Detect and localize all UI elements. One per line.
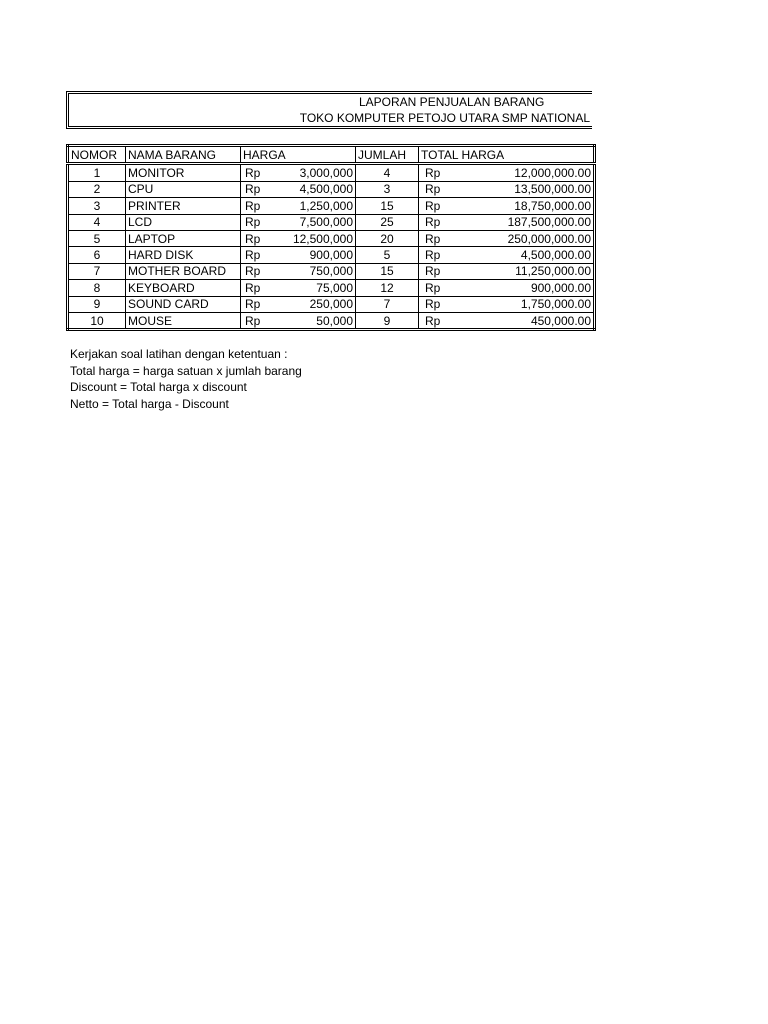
cell-jumlah: 12 xyxy=(356,280,419,296)
cell-nomor: 6 xyxy=(68,247,126,263)
cell-total-currency: Rp xyxy=(419,214,458,230)
table-row xyxy=(68,214,595,230)
cell-jumlah: 15 xyxy=(356,263,419,279)
cell-nama-barang: CPU xyxy=(126,181,241,197)
cell-nama-barang: PRINTER xyxy=(126,198,241,214)
cell-total-harga: 250,000,000.00 xyxy=(457,230,595,246)
cell-total-currency: Rp xyxy=(419,198,458,214)
note-line: Discount = Total harga x discount xyxy=(70,380,247,394)
sales-table xyxy=(66,144,596,331)
cell-total-harga: 18,750,000.00 xyxy=(457,198,595,214)
cell-nama-barang: MOTHER BOARD xyxy=(126,263,241,279)
cell-total-currency: Rp xyxy=(419,181,458,197)
cell-total-harga: 11,250,000.00 xyxy=(457,263,595,279)
table-row xyxy=(68,296,595,312)
table-row xyxy=(68,198,595,214)
cell-harga: 1,250,000 xyxy=(277,198,356,214)
cell-total-harga: 13,500,000.00 xyxy=(457,181,595,197)
cell-nomor: 3 xyxy=(68,198,126,214)
table-row xyxy=(68,280,595,296)
table-body xyxy=(68,164,595,330)
cell-total-harga: 4,500,000.00 xyxy=(457,247,595,263)
cell-harga: 50,000 xyxy=(277,312,356,329)
cell-jumlah: 15 xyxy=(356,198,419,214)
table-row xyxy=(68,247,595,263)
cell-total-currency: Rp xyxy=(419,164,458,181)
cell-nama-barang: LCD xyxy=(126,214,241,230)
table-row xyxy=(68,263,595,279)
cell-jumlah: 20 xyxy=(356,230,419,246)
cell-harga: 75,000 xyxy=(277,280,356,296)
cell-jumlah: 4 xyxy=(356,164,419,181)
table-row xyxy=(68,164,595,181)
cell-nama-barang: SOUND CARD xyxy=(126,296,241,312)
report-title: LAPORAN PENJUALAN BARANG xyxy=(359,95,545,109)
cell-total-currency: Rp xyxy=(419,263,458,279)
table-row xyxy=(68,230,595,246)
cell-harga-currency: Rp xyxy=(241,198,278,214)
cell-jumlah: 25 xyxy=(356,214,419,230)
cell-harga-currency: Rp xyxy=(241,263,278,279)
cell-total-currency: Rp xyxy=(419,247,458,263)
table-row xyxy=(68,181,595,197)
cell-nama-barang: HARD DISK xyxy=(126,247,241,263)
cell-harga: 7,500,000 xyxy=(277,214,356,230)
header-harga: HARGA xyxy=(241,146,356,164)
cell-harga-currency: Rp xyxy=(241,181,278,197)
cell-nomor: 10 xyxy=(68,312,126,329)
header-total-harga: TOTAL HARGA xyxy=(419,146,595,164)
header-nomor: NOMOR xyxy=(68,146,126,164)
cell-nomor: 7 xyxy=(68,263,126,279)
cell-harga-currency: Rp xyxy=(241,164,278,181)
header-jumlah: JUMLAH xyxy=(356,146,419,164)
header-nama-barang: NAMA BARANG xyxy=(126,146,241,164)
cell-harga: 4,500,000 xyxy=(277,181,356,197)
exercise-notes xyxy=(70,346,302,412)
cell-nama-barang: MOUSE xyxy=(126,312,241,329)
cell-total-harga: 1,750,000.00 xyxy=(457,296,595,312)
note-line: Total harga = harga satuan x jumlah barang xyxy=(70,363,302,378)
cell-harga-currency: Rp xyxy=(241,230,278,246)
cell-total-currency: Rp xyxy=(419,230,458,246)
cell-harga: 750,000 xyxy=(277,263,356,279)
cell-nama-barang: LAPTOP xyxy=(126,230,241,246)
cell-nomor: 9 xyxy=(68,296,126,312)
cell-nomor: 4 xyxy=(68,214,126,230)
cell-total-currency: Rp xyxy=(419,280,458,296)
cell-nama-barang: KEYBOARD xyxy=(126,280,241,296)
table-row xyxy=(68,312,595,329)
cell-harga-currency: Rp xyxy=(241,312,278,329)
cell-harga: 3,000,000 xyxy=(277,164,356,181)
note-line: Netto = Total harga - Discount xyxy=(70,396,229,411)
cell-harga: 12,500,000 xyxy=(277,230,356,246)
cell-nomor: 5 xyxy=(68,230,126,246)
table-header-row xyxy=(68,146,595,164)
report-subtitle: TOKO KOMPUTER PETOJO UTARA SMP NATIONAL xyxy=(299,111,590,125)
cell-harga-currency: Rp xyxy=(241,214,278,230)
cell-total-harga: 12,000,000.00 xyxy=(457,164,595,181)
cell-harga-currency: Rp xyxy=(241,247,278,263)
cell-harga: 250,000 xyxy=(277,296,356,312)
cell-harga-currency: Rp xyxy=(241,280,278,296)
cell-total-currency: Rp xyxy=(419,312,458,329)
cell-jumlah: 7 xyxy=(356,296,419,312)
cell-nomor: 2 xyxy=(68,181,126,197)
cell-total-currency: Rp xyxy=(419,296,458,312)
cell-nama-barang: MONITOR xyxy=(126,164,241,181)
note-line: Kerjakan soal latihan dengan ketentuan : xyxy=(70,347,288,361)
cell-total-harga: 900,000.00 xyxy=(457,280,595,296)
report-title-box xyxy=(66,91,592,129)
cell-jumlah: 5 xyxy=(356,247,419,263)
cell-jumlah: 3 xyxy=(356,181,419,197)
cell-total-harga: 450,000.00 xyxy=(457,312,595,329)
cell-jumlah: 9 xyxy=(356,312,419,329)
cell-nomor: 1 xyxy=(68,164,126,181)
cell-nomor: 8 xyxy=(68,280,126,296)
cell-harga: 900,000 xyxy=(277,247,356,263)
cell-total-harga: 187,500,000.00 xyxy=(457,214,595,230)
cell-harga-currency: Rp xyxy=(241,296,278,312)
